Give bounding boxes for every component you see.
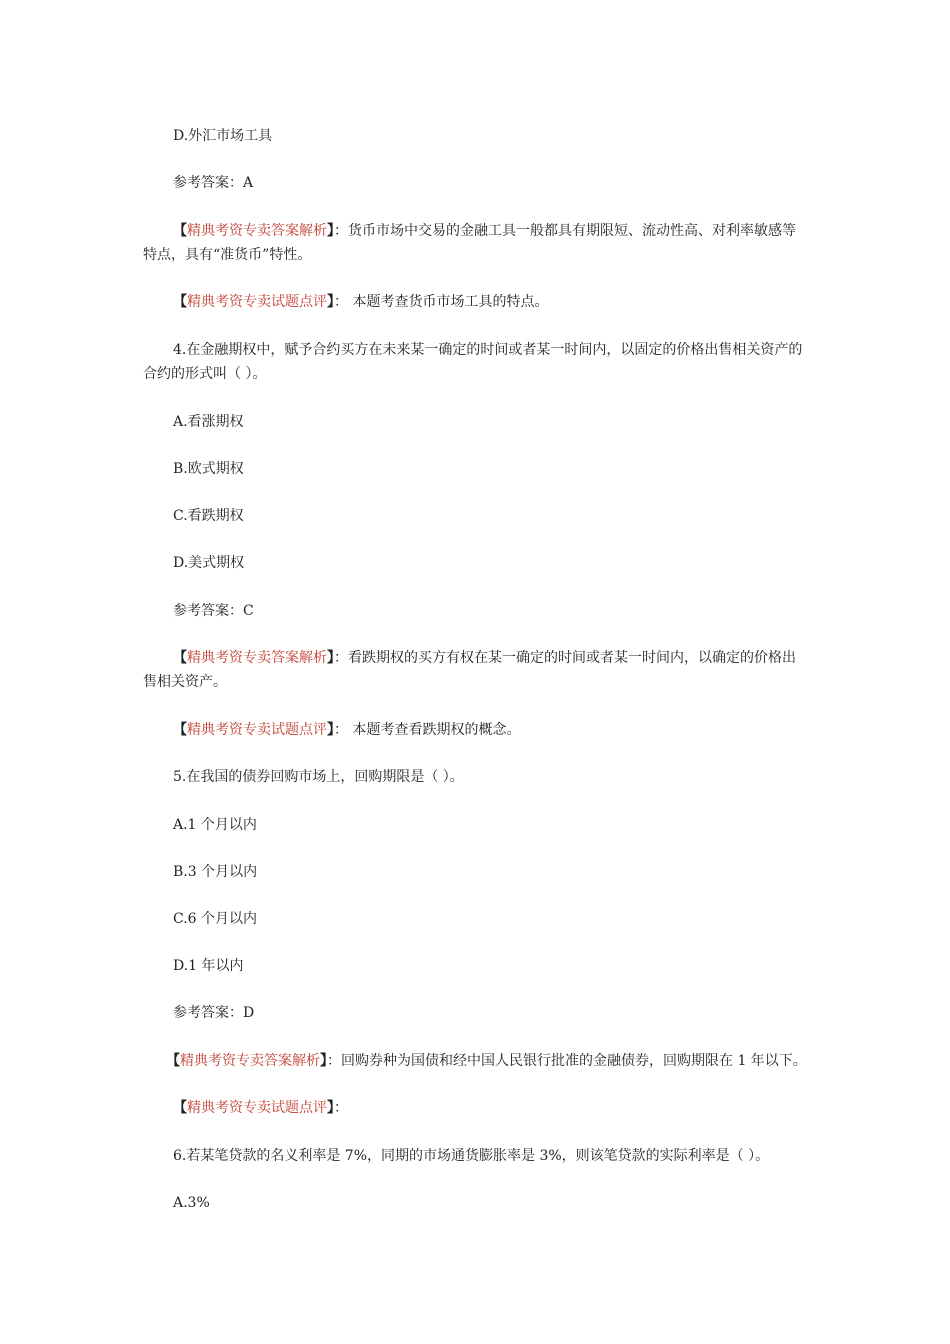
bracket-open: 【 xyxy=(166,1053,180,1069)
q5-analysis-text: 回购券种为国债和经中国人民银行批准的金融债券，回购期限在 1 年以下。 xyxy=(341,1053,807,1069)
q3-review xyxy=(173,290,548,314)
q5-option-c: C.6 个月以内 xyxy=(173,911,258,927)
q4-analysis-label: 精典考资专卖答案解析 xyxy=(187,650,327,666)
q5-analysis xyxy=(166,1049,807,1073)
bracket-close: 】 xyxy=(327,650,334,666)
bracket-close: 】 xyxy=(327,223,334,239)
q3-analysis-label: 精典考资专卖答案解析 xyxy=(187,223,327,239)
q3-answer: 参考答案：A xyxy=(173,175,254,191)
colon: ： xyxy=(334,1100,348,1116)
q5-question: 5.在我国的债券回购市场上，回购期限是（ ）。 xyxy=(173,769,464,785)
q5-review-label: 精典考资专卖试题点评 xyxy=(187,1100,327,1116)
q5-option-d: D.1 年以内 xyxy=(173,958,244,974)
q3-review-text: 本题考查货币市场工具的特点。 xyxy=(352,294,549,310)
q4-option-d: D.美式期权 xyxy=(173,555,245,571)
q6-question: 6.若某笔贷款的名义利率是 7%，同期的市场通货膨胀率是 3%，则该笔贷款的实际利率是（ ）。 xyxy=(173,1148,770,1164)
bracket-open: 【 xyxy=(173,294,187,310)
bracket-open: 【 xyxy=(173,223,187,239)
colon: ： xyxy=(334,294,353,310)
colon: ： xyxy=(334,722,353,738)
q4-option-b: B.欧式期权 xyxy=(173,461,244,477)
q3-review-label: 精典考资专卖试题点评 xyxy=(187,294,327,310)
q5-review xyxy=(173,1096,348,1120)
q4-analysis xyxy=(143,646,808,694)
q4-question: 4.在金融期权中，赋予合约买方在未来某一确定的时间或者某一时间内，以固定的价格出售相关资产的合约的形式叫（ ）。 xyxy=(143,342,803,382)
q4-option-a: A.看涨期权 xyxy=(173,414,244,430)
q5-option-a: A.1 个月以内 xyxy=(173,817,257,833)
bracket-close: 】 xyxy=(327,294,334,310)
q4-review xyxy=(173,718,520,742)
bracket-open: 【 xyxy=(173,1100,187,1116)
colon: ： xyxy=(327,1053,341,1069)
q4-answer: 参考答案：C xyxy=(173,603,254,619)
bracket-open: 【 xyxy=(173,650,187,666)
bracket-close: 】 xyxy=(320,1053,327,1069)
q4-analysis-text: 看跌期权的买方有权在某一确定的时间或者某一时间内，以确定的价格出售相关资产。 xyxy=(143,650,796,690)
bracket-open: 【 xyxy=(173,722,187,738)
q3-option-d: D.外汇市场工具 xyxy=(173,128,273,144)
q3-analysis xyxy=(143,219,808,267)
colon: ： xyxy=(334,223,348,239)
bracket-close: 】 xyxy=(327,722,334,738)
q5-analysis-label: 精典考资专卖答案解析 xyxy=(180,1053,320,1069)
q5-option-b: B.3 个月以内 xyxy=(173,864,258,880)
bracket-close: 】 xyxy=(327,1100,334,1116)
q5-answer: 参考答案：D xyxy=(173,1005,255,1021)
colon: ： xyxy=(334,650,348,666)
q4-review-label: 精典考资专卖试题点评 xyxy=(187,722,327,738)
q4-option-c: C.看跌期权 xyxy=(173,508,244,524)
q3-analysis-text: 货币市场中交易的金融工具一般都具有期限短、流动性高、对利率敏感等特点，具有“准货币”特性。 xyxy=(143,223,796,263)
q6-option-a: A.3% xyxy=(173,1195,210,1211)
q4-review-text: 本题考查看跌期权的概念。 xyxy=(352,722,521,738)
